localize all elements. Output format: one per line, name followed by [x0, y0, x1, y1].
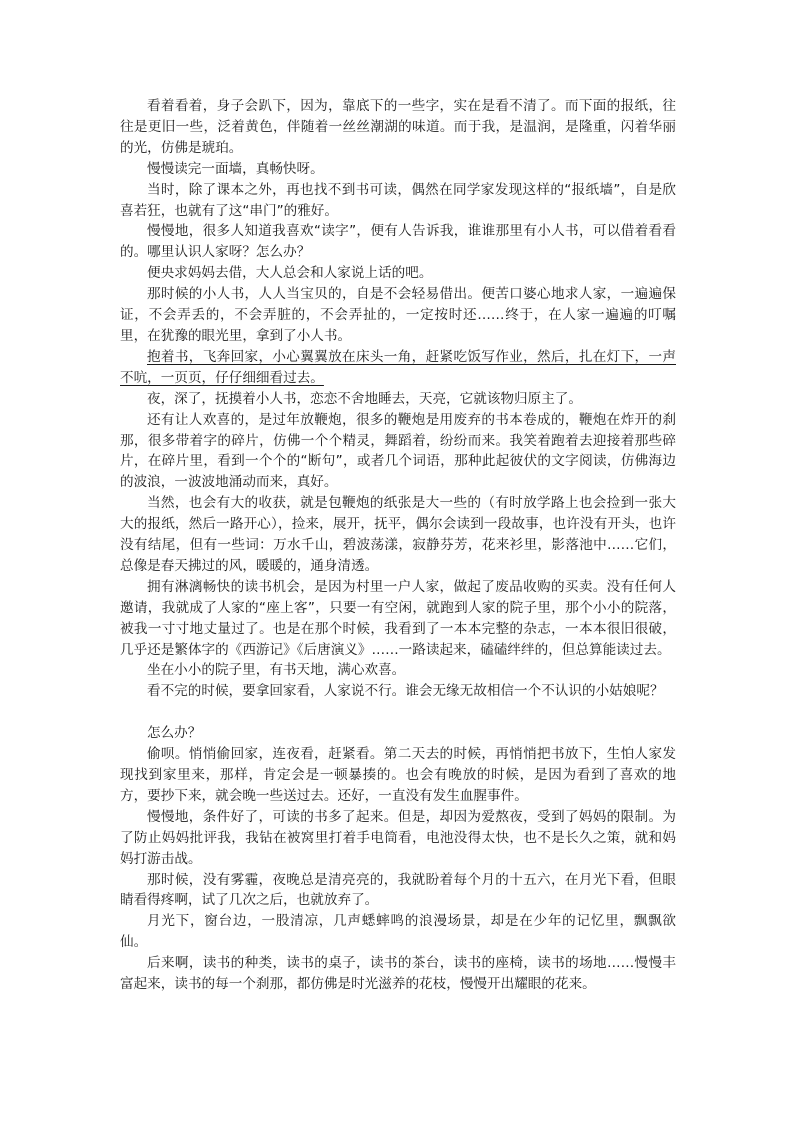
paragraph: 看不完的时候，要拿回家看，人家说不行。谁会无缘无故相信一个不认识的小姑娘呢？	[147, 683, 664, 700]
paragraph: 拥有淋漓畅快的读书机会，是因为村里一户人家，做起了废品收购的买卖。没有任何人邀请，我就成了人家的“座上客”，只要一有空闲，就跑到人家的院子里，那个小小的院落，被我一寸寸地丈量过了。也是在那个时候，我看到了一本本完整的杂志，一本本很旧很破，几乎还是繁体字的《西游记》《后唐演义》……一路读起来，磕磕绊绊的，但总算能读过去。	[120, 578, 676, 658]
paragraph: 慢慢读完一面墙，真畅快呀。	[147, 160, 324, 177]
paragraph: 月光下，窗台边，一股清凉，几声蟋蟀鸣的浪漫场景，却是在少年的记忆里，飘飘欲仙。	[120, 913, 676, 951]
paragraph: 看着看着，身子会趴下，因为，靠底下的一些字，实在是看不清了。而下面的报纸，往往是更旧一些，泛着黄色，伴随着一丝丝潮湖的味道。而于我，是温润，是隆重，闪着华丽的光，仿佛是琥珀。	[120, 98, 676, 156]
paragraph: 夜，深了，抚摸着小人书，恋恋不舍地睡去，天亮，它就该物归原主了。	[147, 390, 582, 407]
paragraph: 坐在小小的院子里，有书天地，满心欢喜。	[147, 662, 406, 679]
paragraph: 那时候，没有雾霾，夜晚总是清亮亮的，我就盼着每个月的十五六，在月光下看，但眼睛看得疼啊，试了几次之后，也就放弃了。	[120, 871, 676, 909]
underlined-text: 抱着书，飞奔回家，小心翼翼放在床头一角，赶紧吃饭写作业，然后，扎在灯下，一声不吭，一页页，仔仔细细看过去。	[120, 348, 676, 386]
paragraph: 偷呗。悄悄偷回家，连夜看，赶紧看。第二天去的时候，再悄悄把书放下，生怕人家发现找到家里来，那样，肯定会是一顿暴揍的。也会有晚放的时候，是因为看到了喜欢的地方，要抄下来，就会晚一些送过去。还好，一直没有发生血腥事件。	[120, 746, 676, 804]
paragraph: 怎么办？	[147, 725, 202, 742]
paragraph: 当时，除了课本之外，再也找不到书可读，偶然在同学家发现这样的“报纸墙”，自是欣喜若狂，也就有了这“串门”的雅好。	[120, 181, 676, 219]
paragraph: 后来啊，读书的种类，读书的桌子，读书的茶台，读书的座椅，读书的场地……慢慢丰富起来，读书的每一个刹那，都仿佛是时光滋养的花枝，慢慢开出耀眼的花来。	[120, 955, 676, 993]
essay-page	[120, 96, 676, 995]
paragraph: 慢慢地，条件好了，可读的书多了起来。但是，却因为爱熬夜，受到了妈妈的限制。为了防止妈妈批评我，我钻在被窝里打着手电筒看，电池没得太快，也不是长久之策，就和妈妈打游击战。	[120, 808, 676, 867]
paragraph: 那时候的小人书，人人当宝贝的，自是不会轻易借出。便苦口婆心地求人家，一遍遍保证，不会弄丢的，不会弄脏的，不会弄扯的，一定按时还……终于，在人家一遍遍的叮嘱里，在犹豫的眼光里，拿到了小人书。	[120, 286, 676, 344]
paragraph: 便央求妈妈去借，大人总会和人家说上话的吧。	[147, 265, 433, 282]
underlined-paragraph	[120, 347, 676, 389]
paragraph: 慢慢地，很多人知道我喜欢“读字”，便有人告诉我，谁谁那里有小人书，可以借着看看的。哪里认识人家呀？怎么办？	[120, 223, 676, 261]
paragraph: 还有让人欢喜的，是过年放鞭炮，很多的鞭炮是用废弃的书本卷成的，鞭炮在炸开的刹那，很多带着字的碎片，仿佛一个个精灵，舞蹈着，纷纷而来。我笑着跑着去迎接着那些碎片，在碎片里，看到一个个的“断句”，或者几个词语，那种此起彼伏的文字阅读，仿佛海边的波浪，一波波地涌动而来，真好。	[120, 411, 676, 491]
paragraph: 当然，也会有大的收获，就是包鞭炮的纸张是大一些的（有时放学路上也会捡到一张大大的报纸，然后一路开心），捡来，展开，抚平，偶尔会读到一段故事，也许没有开头，也许没有结尾，但有一些词：万水千山，碧波荡漾，寂静芬芳，花来衫里，影落池中……它们，总像是春天拂过的风，暖暖的，通身清透。	[120, 495, 676, 574]
